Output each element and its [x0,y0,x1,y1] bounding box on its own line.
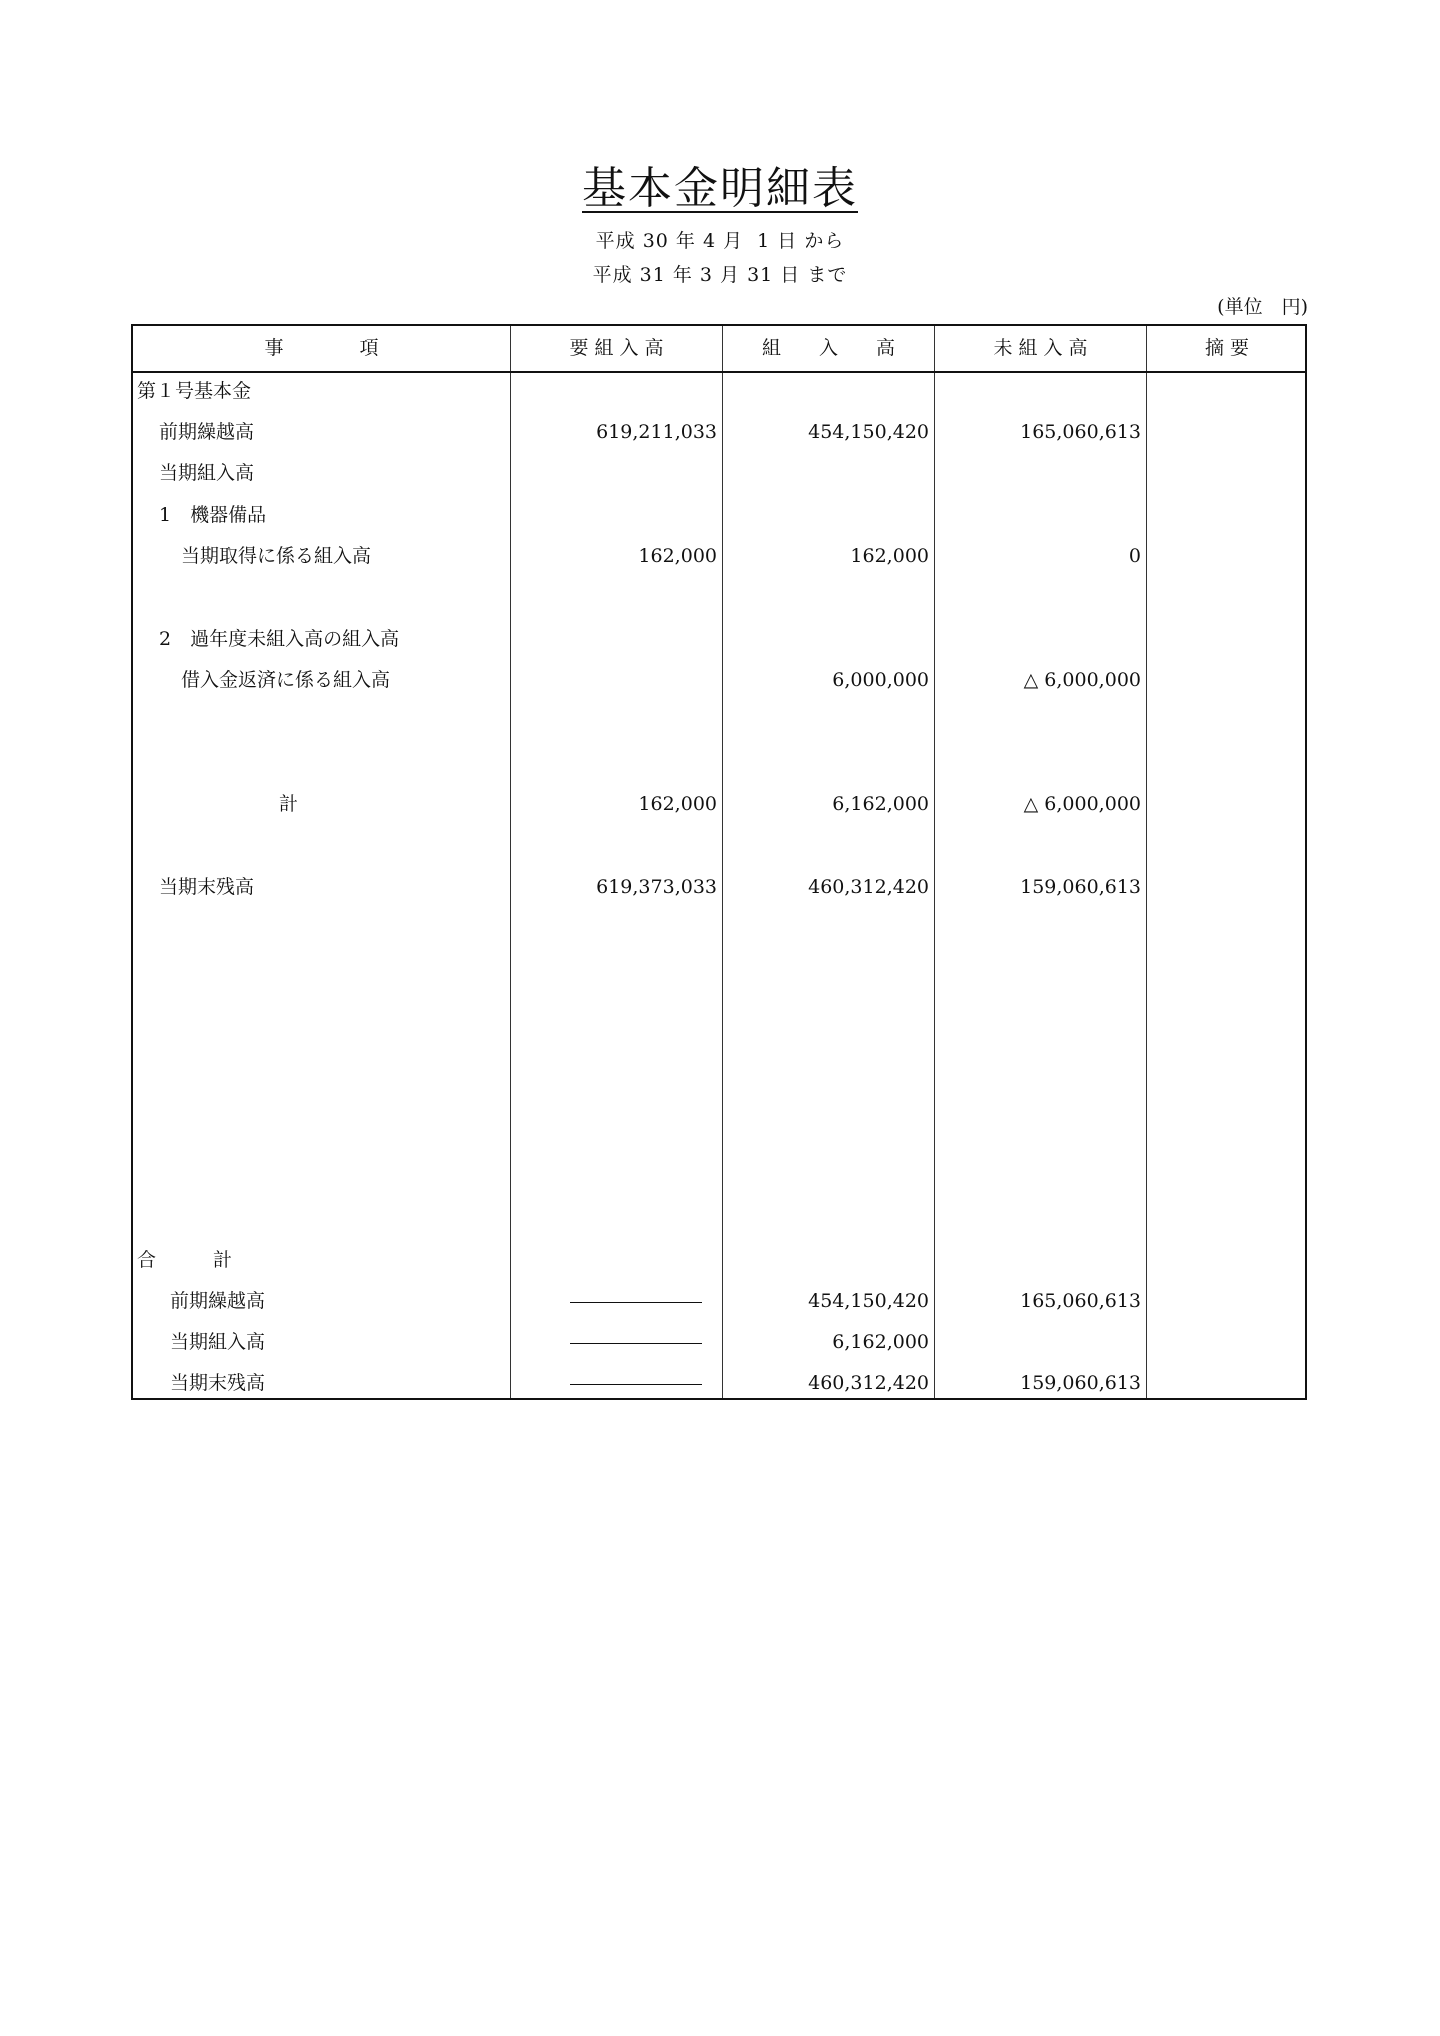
totals-row-label: 当期組入高 [170,1331,266,1353]
column-divider [510,326,511,1398]
cell-incorporated: 6,162,000 [832,793,929,815]
row-label: 第１号基本金 [137,380,252,402]
row-label: 当期組入高 [159,462,255,484]
subtotal-label: 計 [279,793,299,815]
blank-dash [570,1343,702,1344]
row-label: 前期繰越高 [159,421,255,443]
column-divider [1146,326,1147,1398]
cell-unincorporated: △ 6,000,000 [1023,669,1141,691]
totals-label: 合 計 [137,1249,233,1271]
blank-dash [570,1384,702,1385]
cell-incorporated: 460,312,420 [808,1372,929,1394]
period-to: 平成 31 年 3 月 31 日 まで [592,264,848,286]
totals-row-label: 前期繰越高 [170,1290,266,1312]
cell-incorporated: 6,162,000 [832,1331,929,1353]
row-label: 当期取得に係る組入高 [181,545,372,567]
cell-incorporated: 162,000 [850,545,929,567]
cell-unincorporated: 159,060,613 [1020,876,1141,898]
column-divider [934,326,935,1398]
header-required: 要 組 入 高 [569,337,664,359]
row-label: 借入金返済に係る組入高 [181,669,391,691]
header-remarks: 摘 要 [1204,337,1250,359]
row-label: 当期末残高 [159,876,255,898]
cell-unincorporated: 159,060,613 [1020,1372,1141,1394]
document-title [0,152,1440,216]
cell-required: 619,211,033 [596,421,717,443]
cell-required: 162,000 [638,545,717,567]
cell-unincorporated: 0 [1128,545,1141,567]
cell-incorporated: 454,150,420 [808,421,929,443]
cell-incorporated: 454,150,420 [808,1290,929,1312]
cell-unincorporated: △ 6,000,000 [1023,793,1141,815]
header-incorporated: 組 入 高 [761,337,895,359]
unit-label: (単位 円) [1217,296,1308,318]
row-label: 1 機器備品 [159,504,267,526]
cell-unincorporated: 165,060,613 [1020,1290,1141,1312]
title-text: 基本金明細表 [582,163,858,214]
cell-required: 162,000 [638,793,717,815]
statement-table [131,324,1307,1400]
blank-dash [570,1302,702,1303]
cell-required: 619,373,033 [596,876,717,898]
cell-unincorporated: 165,060,613 [1020,421,1141,443]
cell-incorporated: 460,312,420 [808,876,929,898]
header-unincorporated: 未 組 入 高 [993,337,1088,359]
header-item: 事 項 [264,337,379,359]
totals-row-label: 当期末残高 [170,1372,266,1394]
cell-incorporated: 6,000,000 [832,669,929,691]
period-from: 平成 30 年 4 月 1 日 から [595,230,845,252]
header-divider [133,371,1305,373]
column-divider [722,326,723,1398]
row-label: 2 過年度未組入高の組入高 [159,628,400,650]
